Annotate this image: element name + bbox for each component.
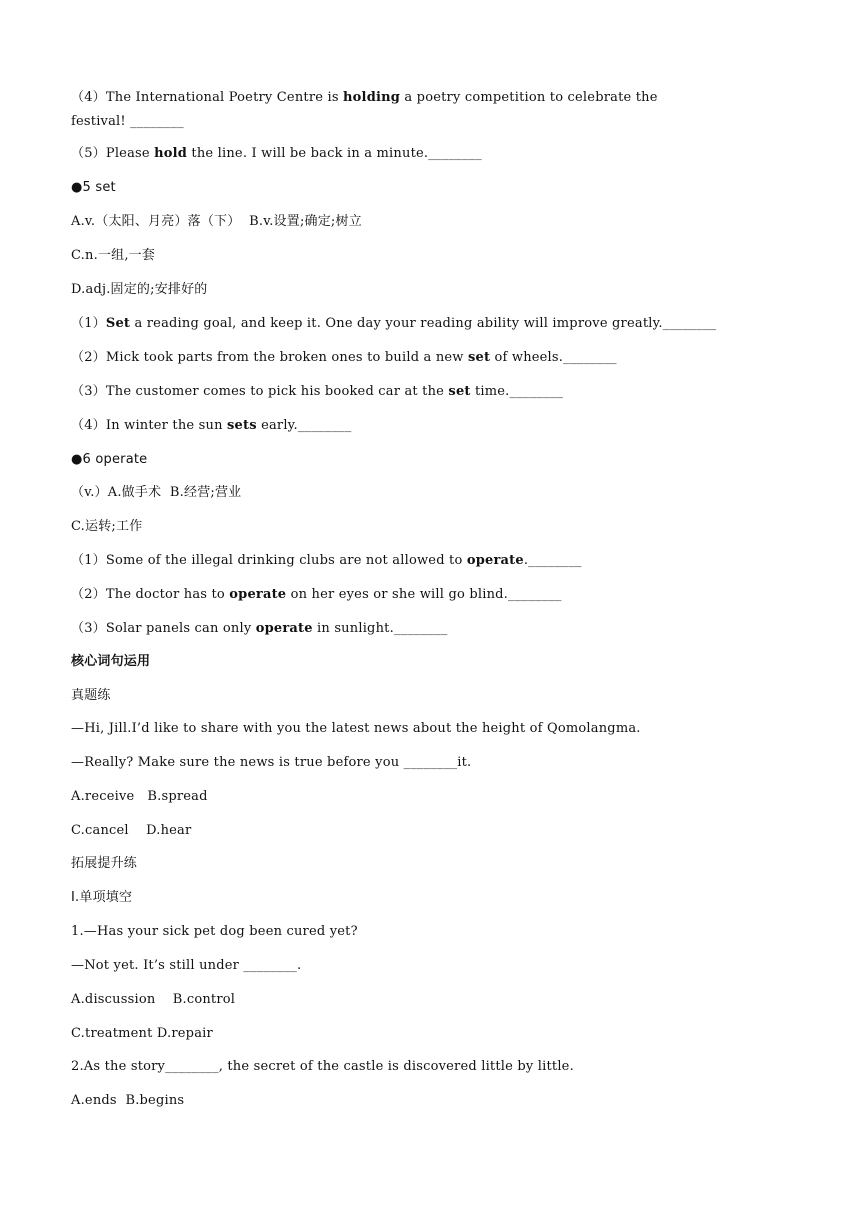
- question-1-options-ab: A.discussion B.control: [71, 992, 236, 1007]
- text: （4）The International Poetry Centre is: [71, 90, 344, 105]
- operate-meanings-ab: （v.）A.做手术 B.经营;营业: [71, 485, 242, 500]
- subheading-real-exam: 真题练: [71, 688, 111, 703]
- operate-question-3: [71, 620, 448, 638]
- text: a poetry competition to celebrate the: [400, 90, 658, 105]
- set-question-1: [71, 315, 716, 333]
- keyword: hold: [154, 146, 188, 161]
- set-question-3: [71, 383, 563, 401]
- keyword: operate: [255, 621, 313, 636]
- text: （4）In winter the sun: [71, 418, 228, 433]
- text: .________: [523, 553, 582, 568]
- operate-meaning-c: C.运转;工作: [71, 519, 143, 534]
- text: of wheels.________: [490, 350, 617, 365]
- section-5-set-heading: ●5 set: [71, 180, 116, 195]
- set-meanings-ab: A.v.（太阳、月亮）落（下） B.v.设置;确定;树立: [71, 214, 362, 229]
- question-1-options-cd: C.treatment D.repair: [71, 1026, 213, 1041]
- item-5-hold: [71, 145, 482, 163]
- text: early.________: [256, 418, 352, 433]
- set-meaning-d: D.adj.固定的;安排好的: [71, 282, 208, 297]
- exam-dialogue-2: —Really? Make sure the news is true before you ________it.: [71, 755, 472, 770]
- keyword: operate: [466, 553, 524, 568]
- text: （5）Please: [71, 146, 155, 161]
- set-question-2: [71, 349, 617, 367]
- question-2-options-ab: A.ends B.begins: [71, 1093, 185, 1108]
- text: time.________: [470, 384, 564, 399]
- set-meaning-c: C.n.一组,一套: [71, 248, 156, 263]
- keyword: sets: [227, 418, 257, 433]
- text: in sunlight.________: [312, 621, 448, 636]
- subheading-single-choice: Ⅰ.单项填空: [71, 890, 133, 905]
- question-2-line-1: 2.As the story________, the secret of the castle is discovered little by little.: [71, 1059, 574, 1074]
- keyword: set: [448, 384, 471, 399]
- text: （1）Some of the illegal drinking clubs are not allowed to: [71, 553, 467, 568]
- set-question-4: [71, 417, 351, 435]
- exam-dialogue-1: —Hi, Jill.I’d like to share with you the latest news about the height of Qomolangma.: [71, 721, 641, 736]
- text: （1）: [71, 316, 106, 331]
- text: （2）Mick took parts from the broken ones to build a new: [71, 350, 468, 365]
- exam-options-ab: A.receive B.spread: [71, 789, 208, 804]
- subheading-extension: 拓展提升练: [71, 856, 138, 871]
- item-4-hold-line-1: [71, 89, 658, 107]
- keyword: Set: [105, 316, 131, 331]
- keyword: holding: [343, 90, 401, 105]
- text: （2）The doctor has to: [71, 587, 230, 602]
- text: （3）Solar panels can only: [71, 621, 256, 636]
- question-1-line-1: 1.—Has your sick pet dog been cured yet?: [71, 924, 358, 939]
- section-6-operate-heading: ●6 operate: [71, 452, 148, 467]
- keyword: operate: [229, 587, 287, 602]
- text: on her eyes or she will go blind.________: [286, 587, 562, 602]
- exam-options-cd: C.cancel D.hear: [71, 823, 192, 838]
- question-1-line-2: —Not yet. It’s still under ________.: [71, 958, 302, 973]
- operate-question-1: [71, 552, 582, 570]
- operate-question-2: [71, 586, 562, 604]
- text: （3）The customer comes to pick his booked car at the: [71, 384, 449, 399]
- keyword: set: [467, 350, 491, 365]
- item-4-hold-line-2: festival! ________: [71, 114, 184, 129]
- section-heading-core: 核心词句运用: [71, 654, 151, 669]
- text: the line. I will be back in a minute.________: [187, 146, 482, 161]
- text: a reading goal, and keep it. One day your reading ability will improve greatly.________: [130, 316, 717, 331]
